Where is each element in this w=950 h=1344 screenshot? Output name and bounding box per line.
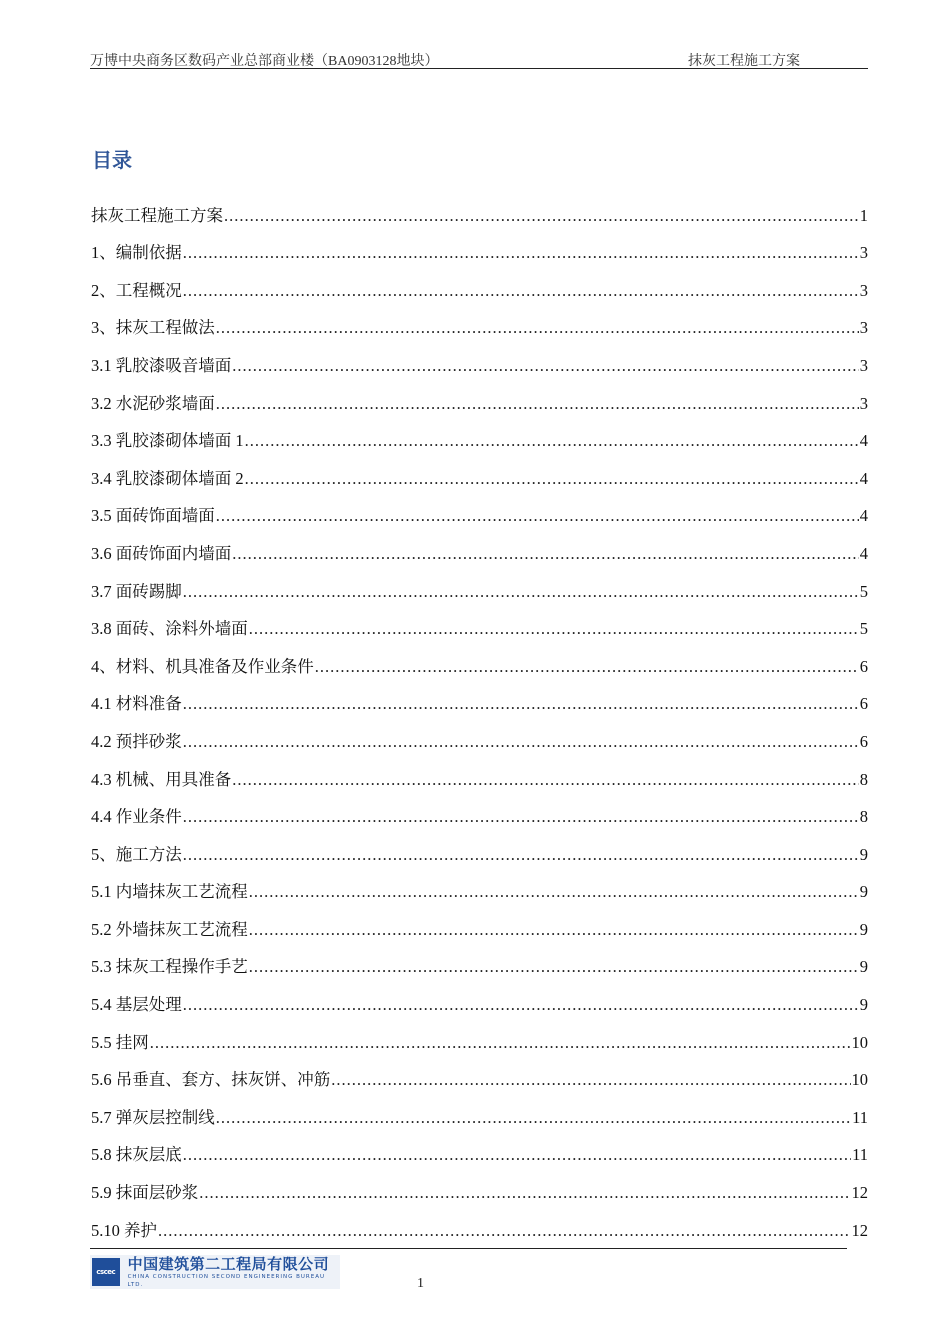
toc-entry[interactable] [91, 303, 868, 341]
toc-entry[interactable] [91, 867, 868, 905]
toc-entry-page: 6 [859, 656, 868, 676]
toc-dot-leader [183, 993, 859, 1017]
toc-entry-page: 5 [859, 581, 868, 601]
toc-entry-page: 12 [851, 1220, 868, 1240]
toc-entry-page: 9 [859, 957, 868, 977]
toc-entry-page: 4 [859, 468, 868, 488]
toc-entry[interactable] [91, 716, 868, 754]
toc-dot-leader [216, 316, 859, 340]
toc-entry-page: 11 [852, 1145, 868, 1165]
toc-entry-page: 3 [859, 318, 868, 338]
toc-entry[interactable] [91, 979, 868, 1017]
toc-entry-label: 4.2 预拌砂浆 [91, 731, 182, 751]
toc-entry-page: 4 [859, 543, 868, 563]
toc-dot-leader [216, 392, 859, 416]
toc-entry-label: 4、材料、机具准备及作业条件 [91, 656, 314, 676]
toc-entry[interactable] [91, 1017, 868, 1055]
toc-entry-page: 4 [859, 431, 868, 451]
logo-company-name-cn: 中国建筑第二工程局有限公司 [127, 1255, 330, 1273]
toc-dot-leader [249, 880, 859, 904]
toc-entry-label: 抹灰工程施工方案 [91, 205, 223, 225]
toc-entry[interactable] [91, 1130, 868, 1168]
toc-entry-page: 5 [859, 619, 868, 639]
toc-entry[interactable] [91, 829, 868, 867]
toc-entry[interactable] [91, 228, 868, 266]
toc-dot-leader [232, 354, 859, 378]
toc-dot-leader [249, 955, 859, 979]
toc-entry-page: 3 [859, 393, 868, 413]
toc-entry-label: 4.4 作业条件 [91, 807, 182, 827]
toc-entry[interactable] [91, 679, 868, 717]
toc-entry[interactable] [91, 904, 868, 942]
toc-dot-leader [183, 843, 859, 867]
toc-entry-label: 3.3 乳胶漆砌体墙面 1 [91, 431, 244, 451]
toc-entry-label: 5.1 内墙抹灰工艺流程 [91, 882, 248, 902]
toc-entry[interactable] [91, 1055, 868, 1093]
toc-entry[interactable] [91, 453, 868, 491]
toc-dot-leader [216, 504, 859, 528]
toc-entry-page: 9 [859, 882, 868, 902]
toc-entry-page: 4 [859, 506, 868, 526]
toc-entry-label: 5.8 抹灰层底 [91, 1145, 182, 1165]
toc-entry-page: 10 [851, 1032, 868, 1052]
toc-entry-label: 5、施工方法 [91, 844, 182, 864]
toc-entry-page: 3 [859, 243, 868, 263]
toc-entry-label: 5.4 基层处理 [91, 995, 182, 1015]
toc-entry-label: 5.10 养护 [91, 1220, 157, 1240]
footer-divider [90, 1248, 847, 1249]
toc-entry-page: 10 [851, 1070, 868, 1090]
toc-entry-label: 3.8 面砖、涂料外墙面 [91, 619, 248, 639]
toc-entry-page: 9 [859, 844, 868, 864]
toc-entry-page: 3 [859, 355, 868, 375]
toc-entry-label: 4.3 机械、用具准备 [91, 769, 232, 789]
toc-entry-page: 9 [859, 995, 868, 1015]
toc-dot-leader [245, 429, 859, 453]
toc-dot-leader [183, 580, 859, 604]
toc-entry[interactable] [91, 1205, 868, 1243]
toc-dot-leader [315, 655, 859, 679]
toc-entry[interactable] [91, 604, 868, 642]
cscec-logo-icon: cscec [92, 1258, 120, 1286]
toc-entry-page: 8 [859, 769, 868, 789]
company-logo [90, 1255, 340, 1289]
toc-dot-leader [232, 542, 859, 566]
logo-company-name-en: CHINA CONSTRUCTION SECOND ENGINEERING BUREAU LTD. [127, 1274, 326, 1288]
toc-entry-label: 2、工程概况 [91, 280, 182, 300]
toc-dot-leader [224, 204, 859, 228]
toc-entry-page: 6 [859, 694, 868, 714]
toc-entry-label: 5.3 抹灰工程操作手艺 [91, 957, 248, 977]
toc-title: 目录 [92, 148, 132, 172]
toc-dot-leader [249, 918, 859, 942]
toc-entry-label: 3.4 乳胶漆砌体墙面 2 [91, 468, 244, 488]
toc-entry[interactable] [91, 754, 868, 792]
toc-dot-leader [216, 1106, 851, 1130]
toc-entry-label: 5.5 挂网 [91, 1032, 149, 1052]
toc-entry[interactable] [91, 528, 868, 566]
toc-dot-leader [183, 1143, 851, 1167]
toc-entry-label: 3.7 面砖踢脚 [91, 581, 182, 601]
toc-dot-leader [199, 1181, 850, 1205]
toc-dot-leader [150, 1031, 851, 1055]
toc-entry[interactable] [91, 1167, 868, 1205]
toc-dot-leader [245, 467, 859, 491]
toc-entry-page: 1 [859, 205, 868, 225]
page-number: 1 [417, 1276, 424, 1291]
toc-dot-leader [232, 768, 859, 792]
header-document-title: 抹灰工程施工方案 [688, 54, 800, 69]
toc-entry[interactable] [91, 190, 868, 228]
toc-entry[interactable] [91, 265, 868, 303]
toc-entry-page: 6 [859, 731, 868, 751]
toc-entry[interactable] [91, 491, 868, 529]
toc-entry-label: 3.2 水泥砂浆墙面 [91, 393, 215, 413]
toc-entry-label: 3.5 面砖饰面墙面 [91, 506, 215, 526]
toc-dot-leader [183, 692, 859, 716]
toc-entry[interactable] [91, 340, 868, 378]
toc-dot-leader [183, 805, 859, 829]
toc-entry-page: 9 [859, 919, 868, 939]
toc-entry-label: 3.6 面砖饰面内墙面 [91, 543, 232, 563]
page-header [90, 50, 868, 69]
toc-entry[interactable] [91, 566, 868, 604]
toc-entry[interactable] [91, 378, 868, 416]
toc-entry-label: 3、抹灰工程做法 [91, 318, 215, 338]
header-project-name: 万博中央商务区数码产业总部商业楼（BA0903128地块） [90, 54, 439, 69]
toc-entry-label: 3.1 乳胶漆吸音墙面 [91, 355, 232, 375]
toc-dot-leader [183, 279, 859, 303]
toc-entry[interactable] [91, 641, 868, 679]
toc-entry-label: 4.1 材料准备 [91, 694, 182, 714]
toc-entry-label: 5.2 外墙抹灰工艺流程 [91, 919, 248, 939]
toc-entry[interactable] [91, 942, 868, 980]
toc-entry-label: 1、编制依据 [91, 243, 182, 263]
toc-entry[interactable] [91, 416, 868, 454]
toc-entry[interactable] [91, 1092, 868, 1130]
toc-entry-label: 5.9 抹面层砂浆 [91, 1183, 199, 1203]
toc-entry-page: 11 [852, 1107, 868, 1127]
toc-entry[interactable] [91, 792, 868, 830]
table-of-contents [91, 190, 868, 1243]
toc-entry-page: 3 [859, 280, 868, 300]
toc-dot-leader [249, 617, 859, 641]
toc-dot-leader [183, 730, 859, 754]
toc-dot-leader [183, 241, 859, 265]
toc-entry-label: 5.6 吊垂直、套方、抹灰饼、冲筋 [91, 1070, 331, 1090]
toc-entry-page: 8 [859, 807, 868, 827]
toc-entry-label: 5.7 弹灰层控制线 [91, 1107, 215, 1127]
toc-dot-leader [158, 1219, 851, 1243]
toc-dot-leader [331, 1068, 850, 1092]
toc-entry-page: 12 [851, 1183, 868, 1203]
